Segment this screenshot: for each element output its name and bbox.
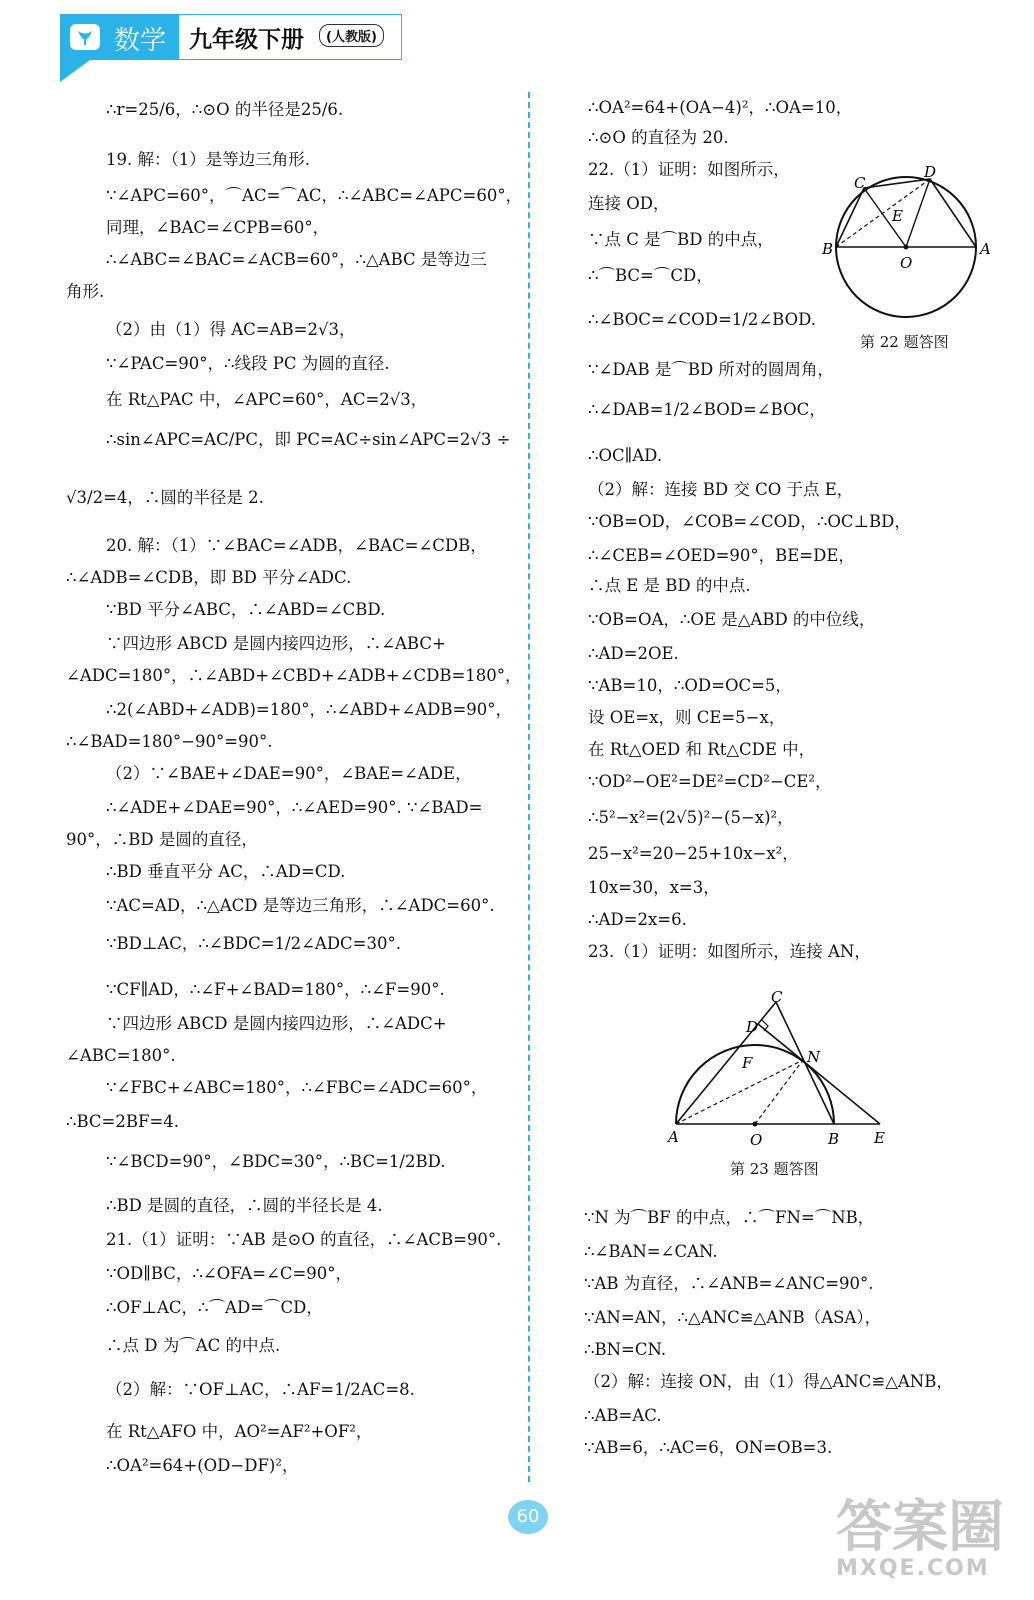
right-column-top-line: ∴∠CEB=∠OED=90°，BE=DE， [588,546,855,565]
grade-label: 九年级下册 [189,27,304,53]
left-column-line: ∵BD 平分∠ABC，∴∠ABD=∠CBD. [106,600,386,619]
right-column-bottom-line: ∵N 为⌒BF 的中点，∴⌒FN=⌒NB， [584,1208,875,1227]
right-column-top-line: ∴∠BOC=∠COD=1/2∠BOD. [588,310,816,329]
left-column-line: 21.（1）证明：∵AB 是⊙O 的直径，∴∠ACB=90°. [106,1230,502,1249]
left-column-line: ∠ABC=180°. [66,1046,176,1065]
right-column-top-line: ∴OA²=64+(OA−4)²，∴OA=10， [588,98,853,117]
subject-label: 数学 [114,26,167,56]
left-column-line: （2）解：∵OF⊥AC，∴AF=1/2AC=8. [106,1380,415,1399]
right-column-top-line: 10x=30，x=3， [588,878,720,897]
left-column-line: （2）由（1）得 AC=AB=2√3， [106,320,356,339]
right-column-top-line: 连接 OD， [588,194,670,213]
left-column-line: ∠ADC=180°，∴∠ABD+∠CBD+∠ADB+∠CDB=180°， [66,666,522,685]
right-column-top-line: ∴点 E 是 BD 的中点. [588,576,751,595]
left-column-line: ∵CF∥AD，∴∠F+∠BAD=180°，∴∠F=90°. [106,980,445,999]
fig22-label-d: D [924,163,937,181]
right-column-top-line: 在 Rt△OED 和 Rt△CDE 中， [588,740,816,759]
right-column-bottom-line: ∵AB=6，∴AC=6，ON=OB=3. [584,1438,833,1457]
fig23-label-e: E [874,1129,885,1147]
left-column-line: ∴∠ADB=∠CDB，即 BD 平分∠ADC. [66,568,352,587]
fig23-label-o: O [750,1131,763,1148]
right-column-bottom-line: ∵AN=AN，∴△ANC≌△ANB（ASA）， [584,1308,882,1327]
right-column-bottom-line: ∴BN=CN. [584,1340,667,1359]
figure-22 [818,162,998,332]
fig22-label-b: B [822,240,834,258]
right-column-bottom-line: ∴∠BAN=∠CAN. [584,1242,718,1261]
left-column-line: ∵BD⊥AC，∴∠BDC=1/2∠ADC=30°. [106,934,402,953]
left-column-line: ∴∠ADE+∠DAE=90°，∴∠AED=90°. ∵∠BAD= [106,798,483,817]
right-column-top-line: 22.（1）证明：如图所示， [588,160,790,179]
right-column-bottom-line: ∴AB=AC. [584,1406,662,1425]
fig23-label-d: D [746,1018,759,1036]
right-column-bottom-line: （2）解：连接 ON，由（1）得△ANC≌△ANB， [584,1372,953,1391]
left-column-line: ∴OA²=64+(OD−DF)²， [106,1456,299,1475]
right-column-bottom-line: ∵AB 为直径，∴∠ANB=∠ANC=90°. [584,1274,874,1293]
fig23-label-a: A [668,1128,679,1146]
left-column-line: ∴点 D 为⌒AC 的中点. [106,1336,281,1355]
right-column-top-line: ∴5²−x²=(2√5)²−(5−x)²， [588,808,794,827]
right-column-top-line: 设 OE=x，则 CE=5−x， [588,708,786,727]
left-column-line: ∵∠BCD=90°，∠BDC=30°，∴BC=1/2BD. [106,1152,446,1171]
right-column-top-line: ∴∠DAB=1/2∠BOD=∠BOC， [588,400,826,419]
subject-tab [60,14,178,60]
left-column-line: ∵∠APC=60°，⌒AC=⌒AC，∴∠ABC=∠APC=60°， [106,186,523,205]
left-column-line: ∵四边形 ABCD 是圆内接四边形，∴∠ADC+ [106,1014,447,1033]
left-column-line: ∴∠ABC=∠BAC=∠ACB=60°，∴△ABC 是等边三 [106,250,487,269]
leaf-icon [70,24,100,50]
right-column-top-line: ∴⊙O 的直径为 20. [588,128,729,147]
fig22-label-o: O [900,254,913,272]
page-header [60,14,402,60]
right-column-top-line: ∴AD=2x=6. [588,910,687,929]
left-column-line: ∵∠PAC=90°，∴线段 PC 为圆的直径. [106,354,390,373]
left-column-line: ∴r=25/6，∴⊙O 的半径是25/6. [106,100,344,119]
left-column-line: ∴2(∠ABD+∠ADB)=180°，∴∠ABD+∠ADB=90°， [106,700,513,719]
left-column-line: ∵四边形 ABCD 是圆内接四边形，∴∠ABC+ [106,634,446,653]
page-number: 60 [508,1500,548,1534]
right-column-top-line: ∴⌒BC=⌒CD， [588,266,713,285]
fig22-label-c: C [854,174,866,192]
left-column-line: ∴BD 垂直平分 AC，∴AD=CD. [106,862,346,881]
left-column-line: 同理，∠BAC=∠CPB=60°， [106,218,330,237]
edition-badge: (人教版) [319,24,384,47]
left-column-line: ∴BD 是圆的直径，∴圆的半径长是 4. [106,1196,383,1215]
left-column-line: ∴sin∠APC=AC/PC，即 PC=AC÷sin∠APC=2√3 ÷ [106,430,511,449]
right-column-top-line: （2）解：连接 BD 交 CO 于点 E， [588,480,854,499]
fig23-label-f: F [742,1054,753,1072]
fig22-label-a: A [980,240,991,258]
header-corner [60,60,90,82]
left-column-line: ∵OD∥BC，∴∠OFA=∠C=90°， [106,1264,353,1283]
left-column-line: 在 Rt△AFO 中，AO²=AF²+OF²， [106,1422,373,1441]
right-column-top-line: 25−x²=20−25+10x−x²， [588,844,799,863]
left-column-line: 20. 解：（1）∵∠BAC=∠ADB，∠BAC=∠CDB， [106,536,487,555]
right-column-top-line: ∵OD²−OE²=DE²=CD²−CE²， [588,772,832,791]
fig23-label-n: N [807,1048,821,1066]
figure23-caption: 第 23 题答图 [730,1160,819,1178]
figure-23 [666,988,896,1148]
left-column-line: ∵∠FBC+∠ABC=180°，∴∠FBC=∠ADC=60°， [106,1078,488,1097]
left-column-line: 角形. [66,282,105,301]
left-column-line: √3/2=4，∴圆的半径是 2. [66,488,264,507]
right-column-top-line: ∵∠DAB 是⌒BD 所对的圆周角， [588,360,834,379]
right-column-top-line: ∵OB=OA，∴OE 是△ABD 的中位线， [588,610,876,629]
right-column-top-line: ∴OC∥AD. [588,446,663,465]
right-column-top-line: ∵OB=OD，∠COB=∠COD，∴OC⊥BD， [588,512,911,531]
left-column-line: （2）∵∠BAE+∠DAE=90°，∠BAE=∠ADE， [106,764,472,783]
figure22-caption: 第 22 题答图 [860,333,949,351]
column-divider [528,92,530,1482]
left-column-line: 在 Rt△PAC 中，∠APC=60°，AC=2√3， [106,390,428,409]
left-column-line: ∴∠BAD=180°−90°=90°. [66,732,273,751]
left-column-line: ∴OF⊥AC，∴⌒AD=⌒CD， [106,1298,323,1317]
left-column-line: ∴BC=2BF=4. [66,1112,180,1131]
grade-box [178,14,402,60]
watermark-url: MXQE.COM [836,1556,990,1581]
right-column-top-line: ∵点 C 是⌒BD 的中点， [588,230,774,249]
fig22-label-e: E [892,207,903,225]
watermark [836,1495,1004,1581]
right-column-top-line: ∴AD=2OE. [588,644,679,663]
fig23-label-c: C [771,988,783,1006]
watermark-logo-text: 答案圈 [836,1495,1004,1560]
right-column-top-line: ∵AB=10，∴OD=OC=5， [588,676,792,695]
left-column-line: 90°，∴BD 是圆的直径， [66,830,258,849]
left-column-line: ∵AC=AD，∴△ACD 是等边三角形，∴∠ADC=60°. [106,896,495,915]
left-column-line: 19. 解：（1）是等边三角形. [106,150,310,169]
right-column-top-line: 23.（1）证明：如图所示，连接 AN， [588,942,871,961]
fig23-label-b: B [828,1130,840,1148]
